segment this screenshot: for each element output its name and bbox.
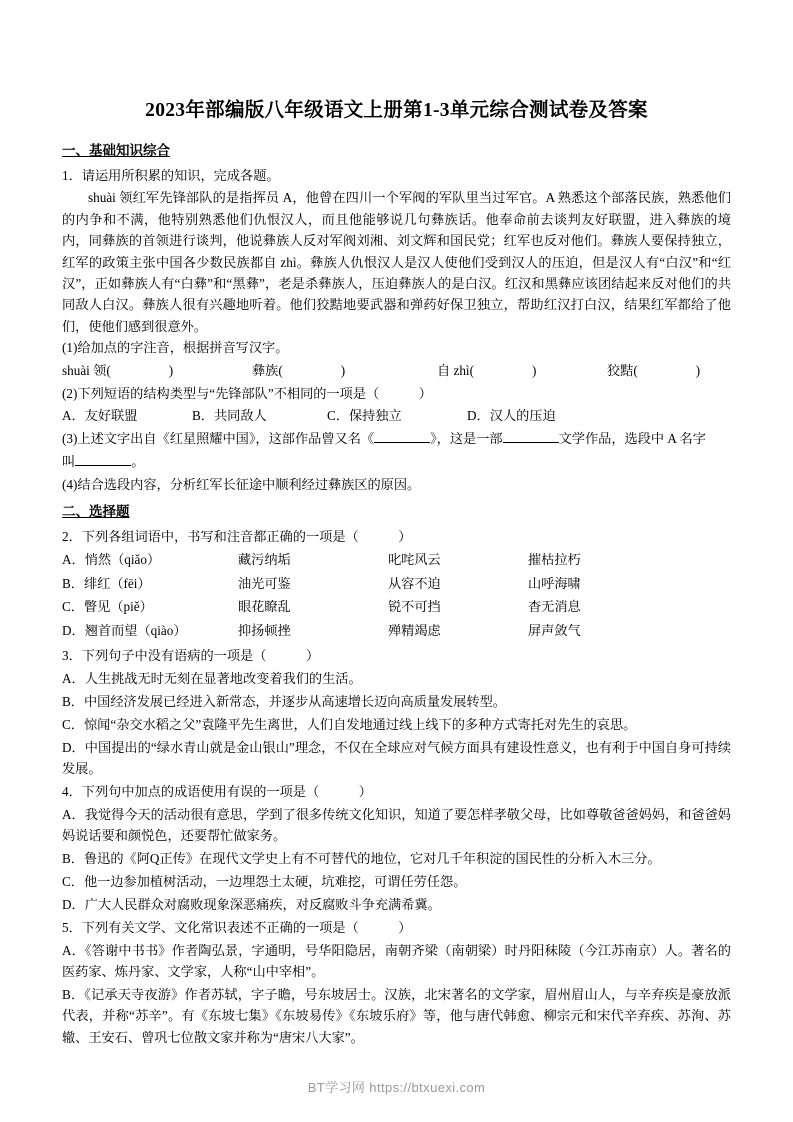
question-1-3-part-e: 。 bbox=[131, 454, 145, 470]
question-1-3-part-a: (3)上述文字出自《红星照耀中国》，这部作品曾又名《 bbox=[62, 431, 375, 447]
question-1-1-stem: (1)给加点的字注音，根据拼音写汉字。 bbox=[62, 340, 289, 355]
option-c-item3: 锐不可挡 bbox=[388, 599, 441, 615]
pinyin-blank-4: 狡黠( ) bbox=[607, 362, 701, 378]
option-b-item3: 从容不迫 bbox=[388, 575, 441, 591]
question-4-stem: 4．下列句中加点的成语使用有误的一项是（ ） bbox=[62, 784, 372, 800]
question-3-option-a[interactable]: A．人生挑战无时无刻在显著地改变着我们的生活。 bbox=[62, 671, 362, 687]
question-1-passage: shuài 领红军先锋部队的是指挥员 A，他曾在四川一个军阀的军队里当过军官。A 熟悉这个部落民族，熟悉他们的内争和不满，他特别熟悉他们仇恨汉人，而且他能够说几句彝族话。他奉命前去谈判友好联盟，进入彝族的境内，同彝族的首领进行谈判，他说彝族人反对军阀刘湘、刘文辉和国民党；红军也反对他们。彝族人要保持独立，红军的政策主张中国各少数民族都自 zhì。彝族人仇恨汉人是汉人使他们受到汉人的压迫，但是汉人有“白汉”和“红汉”，正如彝族人有“白彝”和“黑彝”，老是杀彝族人，压迫彝族人的是白汉。红汉和黑彝应该团结起来反对他们的共同敌人白汉。彝族人很有兴趣地听着。他们狡黠地要武器和弹药好保卫独立，帮助红汉打白汉，结果红军都给了他们，使他们感到很意外。 bbox=[62, 190, 731, 334]
option-b-item2: 油光可鉴 bbox=[238, 575, 291, 591]
question-1-2-stem: (2)下列短语的结构类型与“先锋部队”不相同的一项是（ ） bbox=[62, 385, 432, 401]
question-1-stem: 1．请运用所积累的知识，完成各题。 bbox=[62, 167, 280, 183]
question-1-3-stem-cont bbox=[62, 451, 731, 472]
pinyin-blank-2: 彝族( ) bbox=[252, 362, 346, 378]
question-2-row-a[interactable] bbox=[62, 548, 731, 572]
option-c[interactable]: C．保持独立 bbox=[327, 408, 402, 424]
fill-blank-2[interactable] bbox=[503, 442, 559, 443]
option-d-word: D．翘首而望（qiào） bbox=[62, 622, 187, 638]
question-5-option-b[interactable]: B．《记承天寺夜游》作者苏轼，字子瞻，号东坡居士。汉族，北宋著名的文学家，眉州眉山人，与辛弃疾是豪放派代表，并称“苏辛”。有《东坡七集》《东坡易传》《东坡乐府》等，他与唐代韩愈、柳宗元和宋代辛弃疾、苏洵、苏辙、王安石、曾巩七位散文家并称为“唐宋八大家”。 bbox=[62, 987, 731, 1045]
site-footer: BT学习网 https://btxuexi.com bbox=[307, 1080, 486, 1095]
question-3-stem: 3．下列句子中没有语病的一项是（ ） bbox=[62, 648, 320, 664]
question-3-option-b[interactable]: B．中国经济发展已经进入新常态，并逐步从高速增长迈向高质量发展转型。 bbox=[62, 694, 506, 710]
option-c-item4: 杳无消息 bbox=[528, 599, 581, 615]
question-4-option-b[interactable]: B．鲁迅的《阿Q正传》在现代文学史上有不可替代的地位，它对几千年积淀的国民性的分析入木三分。 bbox=[62, 851, 661, 867]
question-2-row-b[interactable] bbox=[62, 572, 731, 596]
question-1-3-part-c: 文学作品，选段中 A 名字 bbox=[558, 431, 706, 447]
option-a-item3: 叱咤风云 bbox=[388, 552, 441, 568]
option-d[interactable]: D．汉人的压迫 bbox=[467, 408, 556, 424]
question-1-4-stem: (4)结合选段内容，分析红军长征途中顺利经过彝族区的原因。 bbox=[62, 476, 421, 492]
fill-blank-3[interactable] bbox=[75, 465, 131, 466]
option-b[interactable]: B．共同敌人 bbox=[192, 408, 267, 424]
option-a-item4: 摧枯拉朽 bbox=[528, 552, 581, 568]
section-heading-basics-label: 一、基础知识综合 bbox=[62, 143, 170, 159]
section-heading-basics bbox=[62, 141, 731, 161]
pinyin-blank-3: 自 zhì( ) bbox=[437, 362, 537, 378]
question-3-option-c[interactable]: C．惊闻“杂交水稻之父”袁隆平先生离世，人们自发地通过线上线下的多种方式寄托对先生的哀思。 bbox=[62, 717, 637, 733]
question-4-option-a[interactable]: A．我觉得今天的活动很有意思，学到了很多传统文化知识，知道了要怎样孝敬父母，比如尊敬爸爸妈妈，和爸爸妈妈说话要和颜悦色，还要帮忙做家务。 bbox=[62, 807, 731, 844]
option-a-item2: 藏污纳垢 bbox=[238, 552, 291, 568]
question-1-3-part-d: 叫 bbox=[62, 454, 76, 470]
option-d-item3: 殚精竭虑 bbox=[388, 622, 441, 638]
option-c-item2: 眼花瞭乱 bbox=[238, 599, 291, 615]
question-1-3-part-b: 》，这是一部 bbox=[430, 431, 503, 447]
section-heading-choice bbox=[62, 502, 731, 522]
option-b-word: B．绯红（fēi） bbox=[62, 575, 151, 591]
question-5-stem: 5．下列有关文学、文化常识表述不正确的一项是（ ） bbox=[62, 919, 412, 935]
question-1-3-stem bbox=[62, 428, 731, 449]
question-4-option-c[interactable]: C．他一边参加植树活动，一边埋怨土太硬，坑难挖，可谓任劳任怨。 bbox=[62, 874, 467, 890]
section-heading-choice-label: 二、选择题 bbox=[62, 504, 130, 520]
question-1-1-blanks bbox=[62, 360, 731, 383]
question-2-stem: 2．下列各组词语中，书写和注音都正确的一项是（ ） bbox=[62, 528, 412, 544]
option-b-item4: 山呼海啸 bbox=[528, 575, 581, 591]
question-5-option-a[interactable]: A．《答谢中书书》作者陶弘景，字通明，号华阳隐居，南朝齐梁（南朝梁）时丹阳秣陵（今江苏南京）人。著名的医药家、炼丹家、文学家，人称“山中宰相”。 bbox=[62, 942, 731, 980]
question-2-row-c[interactable] bbox=[62, 595, 731, 619]
option-c-word: C．瞥见（piě） bbox=[62, 599, 153, 615]
page-title: 2023年部编版八年级语文上册第1-3单元综合测试卷及答案 bbox=[145, 100, 648, 121]
question-3-option-d[interactable]: D．中国提出的“绿水青山就是金山银山”理念，不仅在全球应对气候方面具有建设性意义，也有利于中国自身可持续发展。 bbox=[62, 739, 731, 777]
option-a[interactable]: A．友好联盟 bbox=[62, 408, 138, 424]
question-4-option-d[interactable]: D．广大人民群众对腐败现象深恶痛疾，对反腐败斗争充满希冀。 bbox=[62, 897, 441, 913]
fill-blank-1[interactable] bbox=[374, 442, 430, 443]
question-2-row-d[interactable] bbox=[62, 619, 731, 643]
option-a-word: A．悄然（qiǎo） bbox=[62, 552, 161, 568]
option-d-item2: 抑扬顿挫 bbox=[238, 622, 291, 638]
question-1-2-options bbox=[62, 405, 731, 428]
option-d-item4: 屏声敛气 bbox=[528, 622, 581, 638]
pinyin-blank-1: shuài 领( ) bbox=[62, 362, 174, 378]
